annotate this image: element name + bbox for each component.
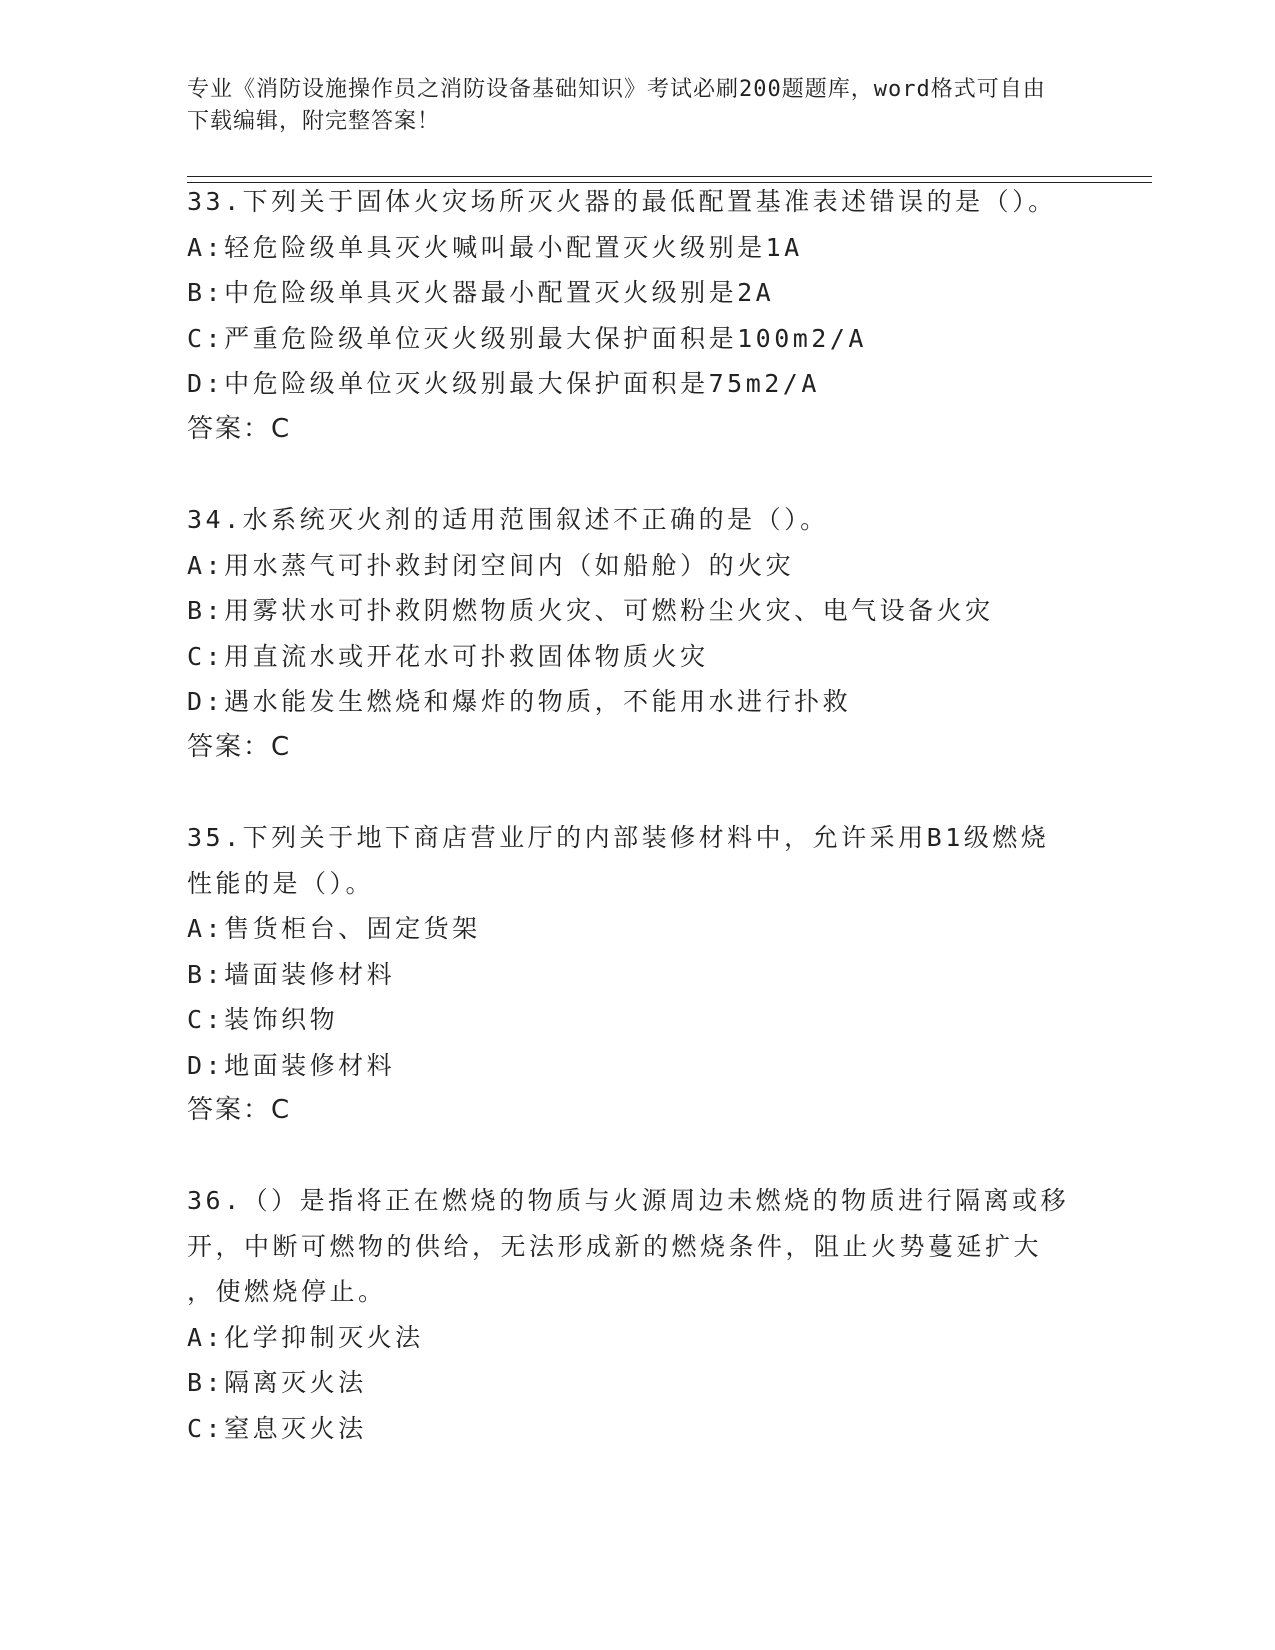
question-35-option-a: A:售货柜台、固定货架 bbox=[187, 914, 481, 943]
question-33 bbox=[187, 179, 1087, 452]
question-35-stem-line-2: 性能的是（）。 bbox=[187, 868, 375, 898]
question-33-stem: 33.下列关于固体火灾场所灭火器的最低配置基准表述错误的是（）。 bbox=[187, 187, 1057, 216]
question-36-stem-line-3: ，使燃烧停止。 bbox=[187, 1277, 387, 1306]
question-33-option-c: C:严重危险级单位灭火级别最大保护面积是100m2/A bbox=[187, 323, 867, 353]
question-36-stem-line-2: 开，中断可燃物的供给，无法形成新的燃烧条件，阻止火势蔓延扩大 bbox=[187, 1231, 1043, 1261]
header-divider-top bbox=[187, 176, 1152, 177]
question-34-option-b: B:用雾状水可扑救阴燃物质火灾、可燃粉尘火灾、电气设备火灾 bbox=[187, 596, 994, 625]
question-36-stem-line-1: 36.（）是指将正在燃烧的物质与火源周边未燃烧的物质进行隔离或移 bbox=[187, 1186, 1070, 1215]
question-35 bbox=[187, 815, 1087, 1134]
question-36-option-b: B:隔离灭火法 bbox=[187, 1368, 367, 1397]
question-35-option-b: B:墙面装修材料 bbox=[187, 959, 396, 989]
question-35-stem-line-1: 35.下列关于地下商店营业厅的内部装修材料中，允许采用B1级燃烧 bbox=[187, 823, 1050, 852]
question-36-option-a: A:化学抑制灭火法 bbox=[187, 1322, 424, 1352]
question-33-option-d: D:中危险级单位灭火级别最大保护面积是75m2/A bbox=[187, 369, 820, 398]
question-34-answer: 答案：C bbox=[187, 731, 292, 762]
question-35-option-c: C:装饰织物 bbox=[187, 1005, 339, 1034]
question-34-stem: 34.水系统灭火剂的适用范围叙述不正确的是（）。 bbox=[187, 505, 829, 534]
question-36-option-c: C:窒息灭火法 bbox=[187, 1413, 367, 1443]
question-34 bbox=[187, 497, 1087, 770]
question-35-answer: 答案：C bbox=[187, 1095, 292, 1125]
question-33-option-a: A:轻危险级单具灭火喊叫最小配置灭火级别是1A bbox=[187, 232, 803, 262]
question-34-option-c: C:用直流水或开花水可扑救固体物质火灾 bbox=[187, 641, 709, 671]
question-34-option-d: D:遇水能发生燃烧和爆炸的物质，不能用水进行扑救 bbox=[187, 687, 852, 716]
question-33-option-b: B:中危险级单具灭火器最小配置灭火级别是2A bbox=[187, 278, 775, 307]
question-34-option-a: A:用水蒸气可扑救封闭空间内（如船舱）的火灾 bbox=[187, 550, 795, 580]
question-33-answer: 答案：C bbox=[187, 413, 292, 444]
question-36 bbox=[187, 1178, 1087, 1451]
document-header: 专业《消防设施操作员之消防设备基础知识》考试必刷200题题库，word格式可自由下载编辑，附完整答案！ bbox=[187, 77, 1046, 134]
question-35-option-d: D:地面装修材料 bbox=[187, 1050, 396, 1080]
